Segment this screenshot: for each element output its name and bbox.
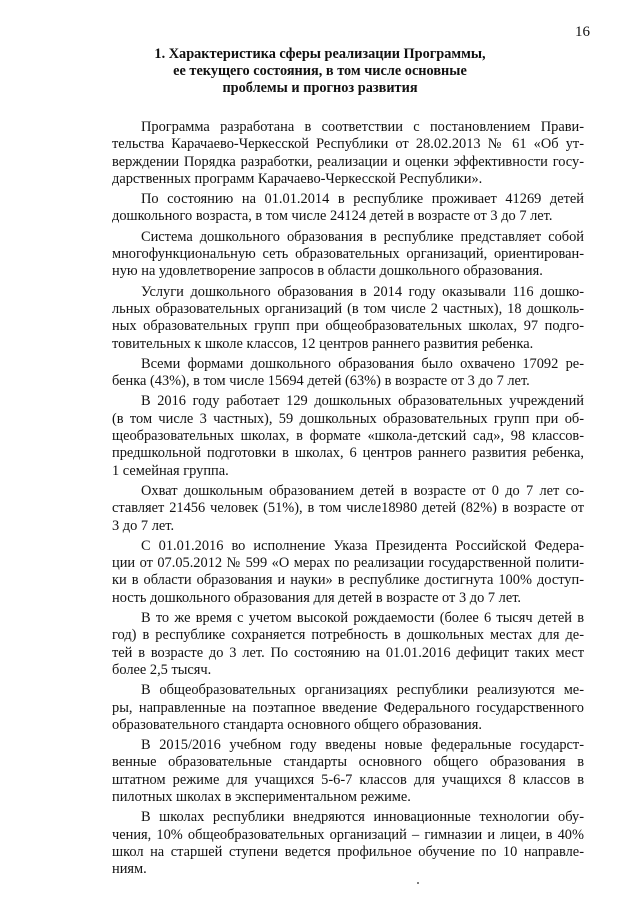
- paragraph-line: С 01.01.2016 во исполнение Указа Президента Российской Федера-: [141, 537, 584, 554]
- paragraph: [112, 809, 584, 878]
- paragraph-line: тей в возрасте до 3 лет. По состоянию на 01.01.2016 дефицит таких мест: [112, 644, 584, 661]
- paragraph-line: более 2,5 тысяч.: [112, 661, 212, 678]
- paragraph-line: В 2015/2016 учебном году введены новые федеральные государст-: [141, 737, 584, 754]
- paragraph-line: образовательного стандарта основного общего образования.: [112, 716, 482, 733]
- paragraph-line: многофункциональную сеть образовательных организаций, ориентирован-: [112, 246, 584, 263]
- paragraph-line: дарственных программ Карачаево-Черкесской Республики».: [112, 170, 483, 187]
- paragraph-line: предшкольной подготовки в школах, 6 центров раннего развития ребенка,: [112, 445, 584, 462]
- paragraph-line: год) в республике сохраняется потребность в дошкольных местах для де-: [112, 627, 584, 644]
- section-heading-line: ее текущего состояния, в том числе основные: [173, 63, 467, 79]
- paragraph-line: Программа разработана в соответствии с постановлением Прави-: [141, 119, 584, 135]
- paragraph-line: ниям.: [112, 861, 147, 878]
- paragraph: [112, 229, 584, 281]
- paragraph: [112, 682, 584, 734]
- paragraph-line: ставляет 21456 человек (51%), в том числе18980 детей (82%) в возрасте от: [112, 500, 584, 517]
- paragraph: [112, 191, 584, 226]
- section-heading: [100, 46, 540, 97]
- paragraph-line: дошкольного возраста, в том числе 24124 детей в возрасте от 3 до 7 лет.: [112, 208, 553, 225]
- paragraph: [112, 393, 584, 479]
- paragraph-line: венные образовательные стандарты основного общего образования в: [112, 754, 584, 771]
- page-number: 16: [575, 24, 590, 40]
- paragraph-line: верждении Порядка разработки, реализации и оценки эффективности госу-: [112, 153, 584, 170]
- paragraph-line: штатном режиме для учащихся 5-6-7 классов для учащихся 8 классов в: [112, 771, 584, 788]
- paragraph-line: бенка (43%), в том числе 15694 детей (63%) в возрасте от 3 до 7 лет.: [112, 373, 530, 390]
- paragraph-line: В то же время с учетом высокой рождаемости (более 6 тысяч детей в: [141, 610, 584, 627]
- paragraph-line: В общеобразовательных организациях республики реализуются ме-: [141, 682, 584, 699]
- paragraph-line: пилотных школах в экспериментальном режиме.: [112, 788, 411, 805]
- body-text: [112, 119, 584, 881]
- paragraph-line: чения, 10% общеобразовательных организаций – гимназии и лицеи, в 40%: [112, 826, 584, 843]
- paragraph-line: В 2016 году работает 129 дошкольных образовательных учреждений: [141, 393, 584, 410]
- paragraph-line: ных образовательных групп при общеобразовательных школах, 97 подго-: [112, 318, 584, 335]
- paragraph-line: щеобразовательных школах, в формате «школа-детский сад», 98 классов-: [112, 428, 584, 445]
- paragraph: [112, 538, 584, 607]
- paragraph: [112, 284, 584, 353]
- section-heading-line: проблемы и прогноз развития: [222, 80, 418, 96]
- paragraph-line: ки в области образования и науки» в республике достигнута 100% доступ-: [112, 572, 584, 589]
- paragraph-line: товительных к школе классов, 12 центров раннего развития ребенка.: [112, 335, 534, 352]
- paragraph-line: ную на удовлетворение запросов в области дошкольного образования.: [112, 263, 543, 280]
- section-heading-line: 1. Характеристика сферы реализации Программы,: [154, 46, 486, 62]
- paragraph-line: Всеми формами дошкольного образования было охвачено 17092 ре-: [141, 355, 584, 372]
- paragraph-line: По состоянию на 01.01.2014 в республике проживает 41269 детей: [141, 191, 584, 208]
- paragraph-line: В школах республики внедряются инновационные технологии обу-: [141, 809, 584, 826]
- paragraph-line: Система дошкольного образования в республике представляет собой: [141, 228, 584, 245]
- paragraph: [112, 356, 584, 391]
- paragraph: [112, 119, 584, 188]
- paragraph-line: Охват дошкольным образованием детей в возрасте от 0 до 7 лет со-: [141, 482, 584, 499]
- paragraph-line: ность дошкольного образования для детей в возрасте от 3 до 7 лет.: [112, 589, 522, 606]
- paragraph: [112, 737, 584, 806]
- paragraph-line: школ на старшей ступени ведется профильное обучение по 10 направле-: [112, 843, 584, 860]
- paragraph: [112, 610, 584, 679]
- paragraph-line: ры, направленные на поэтапное введение Федерального государственного: [112, 699, 584, 716]
- paragraph-line: 3 до 7 лет.: [112, 517, 175, 534]
- paragraph-line: ции от 07.05.2012 № 599 «О мерах по реализации государственной полити-: [112, 555, 584, 572]
- scan-speck: [417, 882, 419, 884]
- paragraph-line: тельства Карачаево-Черкесской Республики от 28.02.2013 № 61 «Об ут-: [112, 136, 584, 153]
- paragraph-line: льных образовательных организаций (в том числе 2 частных), 18 дошколь-: [112, 300, 584, 317]
- paragraph-line: 1 семейная группа.: [112, 462, 229, 479]
- paragraph: [112, 483, 584, 535]
- paragraph-line: Услуги дошкольного образования в 2014 году оказывали 116 дошко-: [141, 283, 584, 300]
- paragraph-line: (в том числе 3 частных), 59 дошкольных образовательных групп при об-: [112, 410, 584, 427]
